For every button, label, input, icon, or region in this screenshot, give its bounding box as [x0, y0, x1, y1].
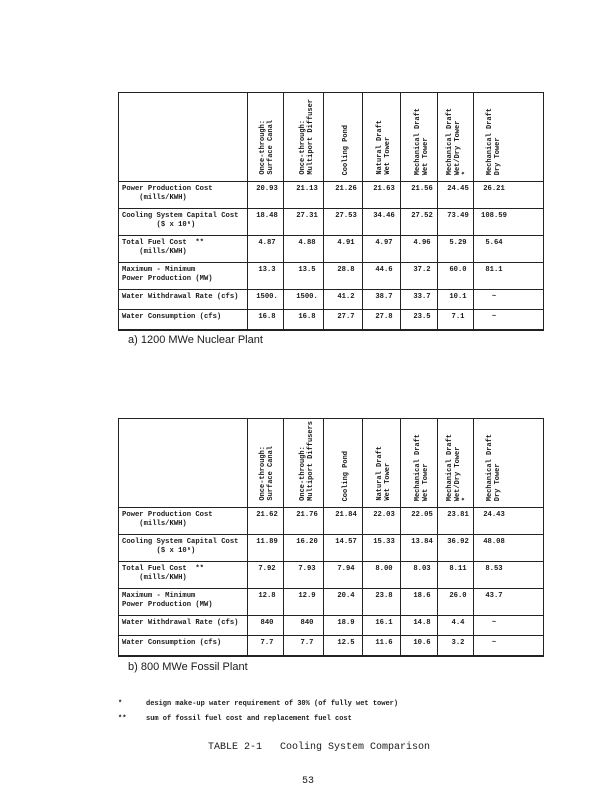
column-header [328, 419, 364, 507]
row-label: Water Withdrawal Rate (cfs) [122, 619, 239, 627]
table-cell: 5.64 [485, 239, 503, 247]
table-cell: 20.4 [337, 592, 355, 600]
table-row [119, 508, 543, 535]
table-cell: 16.1 [375, 619, 393, 627]
column-header [440, 93, 476, 181]
table-cell: 73.49 [447, 212, 469, 220]
table-cell: 23.81 [447, 511, 469, 519]
table-cell: 24.43 [483, 511, 505, 519]
table-a [118, 92, 544, 331]
table-cell: 21.13 [296, 185, 318, 193]
column-header-text: Natural Draft Wet Tower [376, 120, 392, 175]
table-cell: 5.29 [449, 239, 467, 247]
table-cell: 15.33 [373, 538, 395, 546]
table-cell: ~ [491, 619, 497, 627]
table-cell: ~ [491, 313, 497, 321]
column-header [289, 93, 325, 181]
table-cell: 41.2 [337, 293, 355, 301]
table-cell: ~ [491, 293, 497, 301]
table-row [119, 263, 543, 290]
column-header [249, 419, 285, 507]
table-cell: 23.5 [413, 313, 431, 321]
table-cell: 840 [260, 619, 274, 627]
table-row [119, 589, 543, 616]
table-row [119, 636, 543, 656]
table-row [119, 535, 543, 562]
table-cell: 38.7 [375, 293, 393, 301]
table-cell: 21.84 [335, 511, 357, 519]
table-b [118, 418, 544, 657]
table-cell: 24.45 [447, 185, 469, 193]
table-cell: 13.3 [258, 266, 276, 274]
table-cell: 13.5 [298, 266, 316, 274]
table-cell: 26.0 [449, 592, 467, 600]
table-cell: 1500. [296, 293, 318, 301]
column-header [476, 419, 512, 507]
column-divider [400, 419, 401, 656]
table-cell: 20.93 [256, 185, 278, 193]
table-cell: 14.57 [335, 538, 357, 546]
table-cell: 22.03 [373, 511, 395, 519]
column-header-text: Natural Draft Wet Tower [376, 446, 392, 501]
table-cell: 27.31 [296, 212, 318, 220]
column-header [289, 419, 325, 507]
table-cell: 12.9 [298, 592, 316, 600]
column-header [404, 419, 440, 507]
table-row [119, 236, 543, 263]
table-cell: 840 [300, 619, 314, 627]
table-cell: 21.56 [411, 185, 433, 193]
column-header-text: Once-through: Multiport Diffusers [299, 421, 315, 501]
table-cell: 4.96 [413, 239, 431, 247]
table-cell: 8.53 [485, 565, 503, 573]
table-cell: 16.20 [296, 538, 318, 546]
table-cell: 34.46 [373, 212, 395, 220]
table-cell: 27.7 [337, 313, 355, 321]
table-cell: 11.89 [256, 538, 278, 546]
table-cell: 21.62 [256, 511, 278, 519]
row-label: Cooling System Capital Cost ($ x 10⁶) [122, 538, 239, 555]
column-divider [247, 93, 248, 330]
table-cell: 8.03 [413, 565, 431, 573]
column-divider [437, 93, 438, 330]
table-cell: 10.6 [413, 639, 431, 647]
table-cell: 22.05 [411, 511, 433, 519]
column-header-text: Once-through: Surface Canal [259, 446, 275, 501]
column-header-text: Cooling Pond [342, 124, 350, 175]
row-label: Total Fuel Cost ** (mills/KWH) [122, 239, 204, 256]
table-cell: 43.7 [485, 592, 503, 600]
table-title [208, 742, 430, 753]
row-label: Maximum - Minimum Power Production (MW) [122, 266, 213, 283]
column-divider [437, 419, 438, 656]
column-header-text: Mechanical Draft Wet Tower [414, 107, 430, 175]
table-a-caption: a) 1200 MWe Nuclear Plant [128, 334, 263, 346]
table-cell: ~ [491, 639, 497, 647]
column-divider [362, 419, 363, 656]
table-cell: 3.2 [451, 639, 465, 647]
column-divider [362, 93, 363, 330]
column-header-text: Once-through: Multiport Diffuser [299, 99, 315, 175]
column-divider [283, 419, 284, 656]
table-cell: 27.8 [375, 313, 393, 321]
column-divider [283, 93, 284, 330]
table-cell: 13.84 [411, 538, 433, 546]
column-header [328, 93, 364, 181]
table-cell: 11.6 [375, 639, 393, 647]
table-cell: 28.8 [337, 266, 355, 274]
table-cell: 48.08 [483, 538, 505, 546]
table-cell: 8.00 [375, 565, 393, 573]
table-cell: 14.8 [413, 619, 431, 627]
table-row [119, 562, 543, 589]
column-divider [323, 93, 324, 330]
table-cell: 18.6 [413, 592, 431, 600]
table-row [119, 209, 543, 236]
table-cell: 18.9 [337, 619, 355, 627]
table-cell: 4.97 [375, 239, 393, 247]
row-label: Water Withdrawal Rate (cfs) [122, 293, 239, 301]
page-number: 53 [302, 776, 315, 787]
column-header-text: Once-through: Surface Canal [259, 120, 275, 175]
table-cell: 36.92 [447, 538, 469, 546]
table-cell: 16.8 [298, 313, 316, 321]
table-cell: 27.53 [335, 212, 357, 220]
column-header-text: Mechanical Draft Wet Tower [414, 433, 430, 501]
table-cell: 12.5 [337, 639, 355, 647]
table-cell: 81.1 [485, 266, 503, 274]
column-divider [400, 93, 401, 330]
column-headers [119, 93, 543, 182]
column-header-text: Mechanical Draft Wet/Dry Tower * [446, 433, 470, 501]
table-cell: 26.21 [483, 185, 505, 193]
row-label: Maximum - Minimum Power Production (MW) [122, 592, 213, 609]
table-row [119, 182, 543, 209]
table-cell: 12.8 [258, 592, 276, 600]
column-header-text: Cooling Pond [342, 450, 350, 501]
table-cell: 16.8 [258, 313, 276, 321]
row-label: Total Fuel Cost ** (mills/KWH) [122, 565, 204, 582]
table-cell: 4.91 [337, 239, 355, 247]
table-cell: 21.63 [373, 185, 395, 193]
column-headers [119, 419, 543, 508]
table-cell: 7.7 [300, 639, 314, 647]
table-cell: 4.87 [258, 239, 276, 247]
table-cell: 108.59 [481, 212, 507, 220]
table-cell: 37.2 [413, 266, 431, 274]
table-cell: 1500. [256, 293, 278, 301]
table-row [119, 290, 543, 310]
column-divider [473, 419, 474, 656]
table-cell: 8.11 [449, 565, 467, 573]
table-cell: 21.76 [296, 511, 318, 519]
footnotes [118, 697, 398, 727]
table-cell: 10.1 [449, 293, 467, 301]
table-cell: 7.1 [451, 313, 465, 321]
column-divider [247, 419, 248, 656]
table-number: TABLE 2-1 [208, 742, 263, 753]
table-cell: 27.52 [411, 212, 433, 220]
table-row [119, 310, 543, 330]
table-cell: 60.0 [449, 266, 467, 274]
table-cell: 44.6 [375, 266, 393, 274]
column-header [476, 93, 512, 181]
table-cell: 4.88 [298, 239, 316, 247]
footnote-text: design make-up water requirement of 30% (of fully wet tower) [146, 700, 399, 708]
row-label: Power Production Cost (mills/KWH) [122, 511, 213, 528]
footnote [118, 697, 398, 712]
table-title-text: Cooling System Comparison [280, 742, 431, 753]
table-cell: 7.92 [258, 565, 276, 573]
table-cell: 21.26 [335, 185, 357, 193]
column-header-text: Mechanical Draft Dry Tower [486, 433, 502, 501]
table-cell: 4.4 [451, 619, 465, 627]
column-header [366, 419, 402, 507]
footnote-mark: * [118, 700, 123, 708]
footnote-text: sum of fossil fuel cost and replacement fuel cost [146, 715, 352, 723]
table-cell: 7.93 [298, 565, 316, 573]
table-cell: 7.7 [260, 639, 274, 647]
column-header [440, 419, 476, 507]
row-label: Water Consumption (cfs) [122, 639, 222, 647]
table-cell: 7.94 [337, 565, 355, 573]
table-cell: 33.7 [413, 293, 431, 301]
footnote-mark: ** [118, 715, 127, 723]
table-b-caption: b) 800 MWe Fossil Plant [128, 661, 248, 673]
column-divider [323, 419, 324, 656]
table-row [119, 616, 543, 636]
row-label: Cooling System Capital Cost ($ x 10⁶) [122, 212, 239, 229]
column-header [366, 93, 402, 181]
row-label: Power Production Cost (mills/KWH) [122, 185, 213, 202]
column-header [404, 93, 440, 181]
row-label: Water Consumption (cfs) [122, 313, 222, 321]
table-cell: 23.8 [375, 592, 393, 600]
column-header-text: Mechanical Draft Dry Tower [486, 107, 502, 175]
column-header [249, 93, 285, 181]
column-header-text: Mechanical Draft Wet/Dry Tower * [446, 107, 470, 175]
column-divider [473, 93, 474, 330]
table-cell: 18.48 [256, 212, 278, 220]
footnote [118, 712, 398, 727]
